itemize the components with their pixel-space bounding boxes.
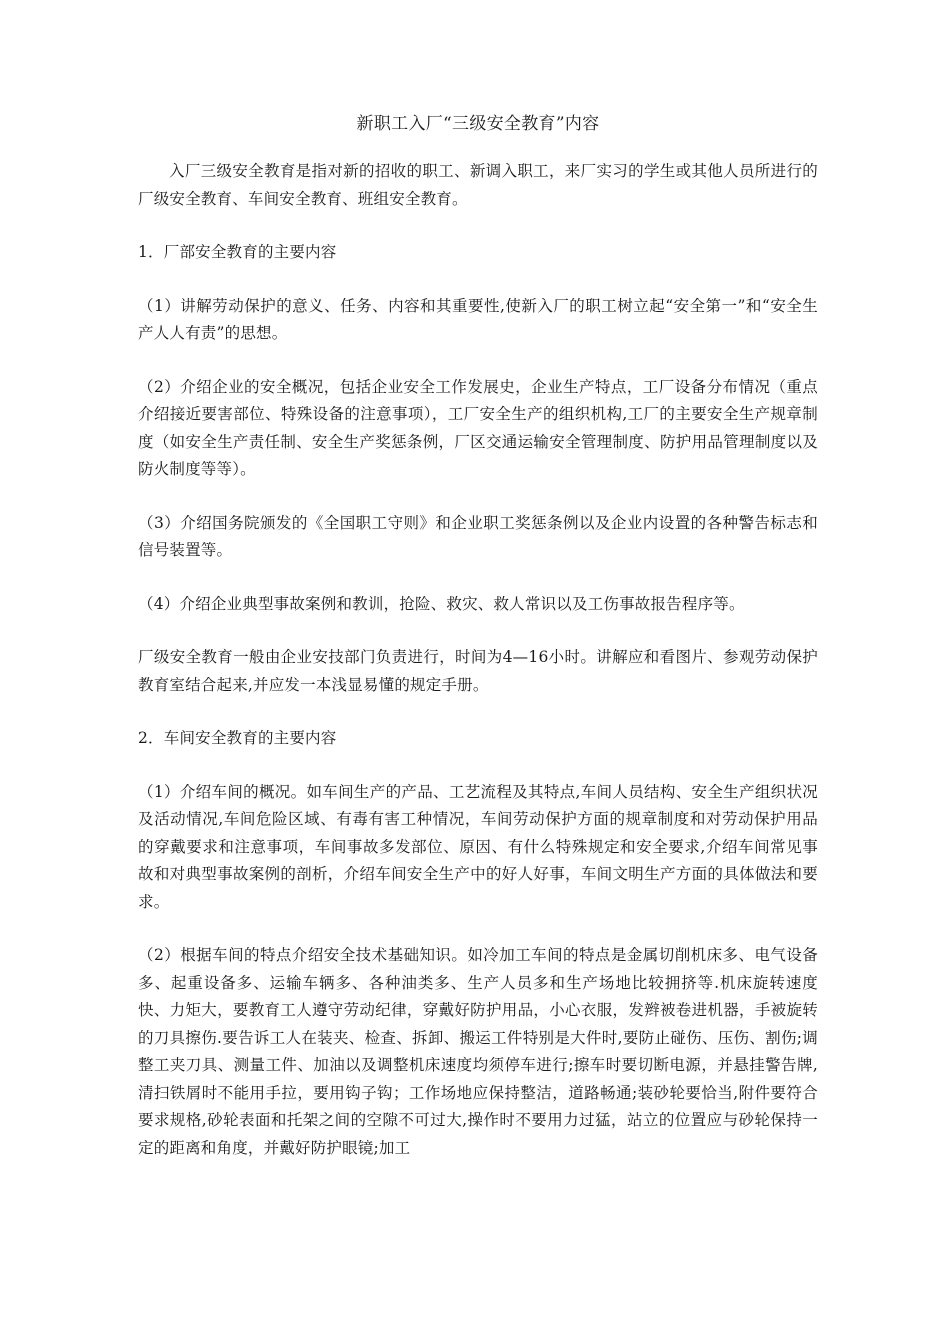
workshop-item-1: （1）介绍车间的概况。如车间生产的产品、工艺流程及其特点,车间人员结构、安全生产组织状况及活动情况,车间危险区域、有毒有害工种情况，车间劳动保护方面的规章制度和对劳动保护用品的穿戴要求和注意事项，车间事故多发部位、原因、有什么特殊规定和安全要求,介绍车间常见事故和对典型事故案例的剖析，介绍车间安全生产中的好人好事，车间文明生产方面的具体做法和要求。 (138, 782, 818, 911)
factory-item-3: （3）介绍国务院颁发的《全国职工守则》和企业职工奖惩条例以及企业内设置的各种警告标志和信号装置等。 (138, 513, 818, 559)
factory-item-2: （2）介绍企业的安全概况，包括企业安全工作发展史，企业生产特点，工厂设备分布情况（重点介绍接近要害部位、特殊设备的注意事项），工厂安全生产的组织机构,工厂的主要安全生产规章制度（如安全生产责任制、安全生产奖惩条例，厂区交通运输安全管理制度、防护用品管理制度以及防火制度等等）。 (138, 377, 818, 478)
document-page (138, 110, 818, 1162)
factory-item-4: （4）介绍企业典型事故案例和教训，抢险、救灾、救人常识以及工伤事故报告程序等。 (138, 594, 745, 613)
section-heading-factory: 1．厂部安全教育的主要内容 (138, 243, 337, 261)
document-title: 新职工入厂“三级安全教育”内容 (356, 114, 600, 134)
factory-summary-paragraph: 厂级安全教育一般由企业安技部门负责进行，时间为4—16小时。讲解应和看图片、参观劳动保护教育室结合起来,并应发一本浅显易懂的规定手册。 (138, 648, 818, 694)
section-heading-workshop: 2．车间安全教育的主要内容 (138, 729, 337, 747)
workshop-item-2: （2）根据车间的特点介绍安全技术基础知识。如冷加工车间的特点是金属切削机床多、电气设备多、起重设备多、运输车辆多、各种油类多、生产人员多和生产场地比较拥挤等.机床旋转速度快、力矩大，要教育工人遵守劳动纪律，穿戴好防护用品，小心衣服，发辫被卷进机器，手被旋转的刀具擦伤.要告诉工人在装夹、检查、拆卸、搬运工件特别是大件时,要防止碰伤、压伤、割伤;调整工夹刀具、测量工件、加油以及调整机床速度均须停车进行;擦车时要切断电源，并悬挂警告牌,清扫铁屑时不能用手拉，要用钩子钩；工作场地应保持整洁，道路畅通;装砂轮要恰当,附件要符合要求规格,砂轮表面和托架之间的空隙不可过大,操作时不要用力过猛，站立的位置应与砂轮保持一定的距离和角度，并戴好防护眼镜;加工 (138, 946, 818, 1157)
intro-paragraph: 入厂三级安全教育是指对新的招收的职工、新调入职工，来厂实习的学生或其他人员所进行的厂级安全教育、车间安全教育、班组安全教育。 (138, 162, 818, 208)
factory-item-1: （1）讲解劳动保护的意义、任务、内容和其重要性,使新入厂的职工树立起“安全第一”和“安全生产人人有责”的思想。 (138, 296, 818, 342)
